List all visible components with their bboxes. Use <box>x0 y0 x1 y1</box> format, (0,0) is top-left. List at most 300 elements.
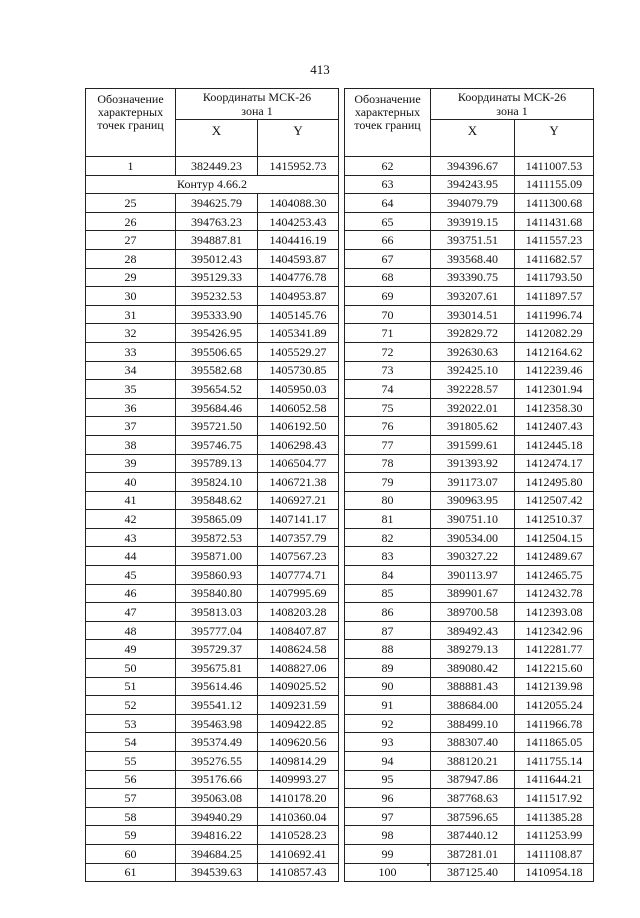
point-number-cell: 100 <box>345 863 431 882</box>
point-number-cell: 78 <box>345 454 431 473</box>
y-coordinate-cell: 1412407.43 <box>515 417 594 436</box>
y-coordinate-cell: 1407141.17 <box>258 510 339 529</box>
point-number-cell: 55 <box>86 752 176 771</box>
x-coordinate-cell: 390963.95 <box>431 491 515 510</box>
point-number-cell: 71 <box>345 324 431 343</box>
x-coordinate-cell: 394940.29 <box>176 807 258 826</box>
table-row <box>86 696 339 715</box>
point-number-cell: 81 <box>345 510 431 529</box>
y-coordinate-cell: 1411300.68 <box>515 194 594 213</box>
point-number-cell: 28 <box>86 249 176 268</box>
x-coordinate-cell: 395729.37 <box>176 640 258 659</box>
table-row <box>86 752 339 771</box>
table-row <box>345 342 594 361</box>
x-coordinate-cell: 387947.86 <box>431 770 515 789</box>
y-coordinate-cell: 1411644.21 <box>515 770 594 789</box>
point-number-cell: 63 <box>345 175 431 194</box>
y-coordinate-cell: 1406298.43 <box>258 435 339 454</box>
y-coordinate-cell: 1412489.67 <box>515 547 594 566</box>
y-coordinate-cell: 1411793.50 <box>515 268 594 287</box>
table-row <box>345 826 594 845</box>
point-number-cell: 89 <box>345 659 431 678</box>
x-coordinate-cell: 391393.92 <box>431 454 515 473</box>
table-row <box>86 603 339 622</box>
table-row <box>345 249 594 268</box>
y-coordinate-cell: 1412432.78 <box>515 584 594 603</box>
y-column-header: Y <box>258 120 339 157</box>
x-coordinate-cell: 388120.21 <box>431 752 515 771</box>
point-number-cell: 50 <box>86 659 176 678</box>
y-coordinate-cell: 1404593.87 <box>258 249 339 268</box>
table-row <box>86 361 339 380</box>
table-row <box>345 640 594 659</box>
table-row <box>86 194 339 213</box>
table-row <box>345 770 594 789</box>
table-row <box>86 826 339 845</box>
table-row <box>345 510 594 529</box>
y-coordinate-cell: 1411431.68 <box>515 212 594 231</box>
x-coordinate-cell: 392630.63 <box>431 342 515 361</box>
y-coordinate-cell: 1411385.28 <box>515 807 594 826</box>
x-coordinate-cell: 388499.10 <box>431 714 515 733</box>
table-row <box>86 435 339 454</box>
point-number-cell: 62 <box>345 157 431 176</box>
point-number-cell: 67 <box>345 249 431 268</box>
y-coordinate-cell: 1410857.43 <box>258 863 339 882</box>
coordinate-system-header-line: зона 1 <box>241 104 273 118</box>
x-coordinate-cell: 393919.15 <box>431 212 515 231</box>
point-number-cell: 97 <box>345 807 431 826</box>
table-row <box>345 417 594 436</box>
point-number-cell: 65 <box>345 212 431 231</box>
table-row <box>345 175 594 194</box>
point-number-cell: 35 <box>86 380 176 399</box>
point-number-cell: 39 <box>86 454 176 473</box>
y-coordinate-cell: 1411966.78 <box>515 714 594 733</box>
coordinate-system-header-line: зона 1 <box>496 104 528 118</box>
x-column-header: X <box>431 120 515 157</box>
point-number-cell: 91 <box>345 696 431 715</box>
point-number-cell: 49 <box>86 640 176 659</box>
point-number-cell: 80 <box>345 491 431 510</box>
x-coordinate-cell: 388684.00 <box>431 696 515 715</box>
y-coordinate-cell: 1411155.09 <box>515 175 594 194</box>
y-coordinate-cell: 1407774.71 <box>258 566 339 585</box>
coordinate-system-header-line: Координаты МСК-26 <box>202 90 312 104</box>
x-coordinate-cell: 390751.10 <box>431 510 515 529</box>
y-coordinate-cell: 1412139.98 <box>515 677 594 696</box>
x-coordinate-cell: 395654.52 <box>176 380 258 399</box>
x-coordinate-cell: 395176.66 <box>176 770 258 789</box>
coordinate-system-header-line: Координаты МСК-26 <box>457 90 567 104</box>
x-coordinate-cell: 395276.55 <box>176 752 258 771</box>
x-coordinate-cell: 395860.93 <box>176 566 258 585</box>
y-coordinate-cell: 1410178.20 <box>258 789 339 808</box>
point-number-cell: 76 <box>345 417 431 436</box>
point-number-cell: 77 <box>345 435 431 454</box>
table-row <box>86 770 339 789</box>
point-number-cell: 26 <box>86 212 176 231</box>
contour-row <box>86 175 339 194</box>
x-coordinate-cell: 390327.22 <box>431 547 515 566</box>
y-coordinate-cell: 1405529.27 <box>258 342 339 361</box>
point-number-cell: 36 <box>86 398 176 417</box>
point-number-cell: 58 <box>86 807 176 826</box>
scan-speck <box>427 864 429 866</box>
table-row <box>345 231 594 250</box>
y-coordinate-cell: 1410528.23 <box>258 826 339 845</box>
point-number-cell: 69 <box>345 287 431 306</box>
point-number-cell: 40 <box>86 473 176 492</box>
x-coordinate-cell: 395374.49 <box>176 733 258 752</box>
table-row <box>86 342 339 361</box>
y-coordinate-cell: 1411865.05 <box>515 733 594 752</box>
point-number-cell: 29 <box>86 268 176 287</box>
x-coordinate-cell: 392022.01 <box>431 398 515 417</box>
x-coordinate-cell: 395872.53 <box>176 528 258 547</box>
x-coordinate-cell: 395541.12 <box>176 696 258 715</box>
table-row <box>345 380 594 399</box>
y-coordinate-cell: 1412239.46 <box>515 361 594 380</box>
table-row <box>345 714 594 733</box>
point-label-header-line: точек границ <box>354 118 421 132</box>
point-number-cell: 82 <box>345 528 431 547</box>
y-coordinate-cell: 1407995.69 <box>258 584 339 603</box>
point-number-cell: 43 <box>86 528 176 547</box>
point-number-cell: 31 <box>86 305 176 324</box>
x-coordinate-cell: 395232.53 <box>176 287 258 306</box>
y-coordinate-cell: 1404416.19 <box>258 231 339 250</box>
table-row <box>345 435 594 454</box>
table-row <box>86 417 339 436</box>
x-coordinate-cell: 392228.57 <box>431 380 515 399</box>
x-coordinate-cell: 394816.22 <box>176 826 258 845</box>
y-coordinate-cell: 1412445.18 <box>515 435 594 454</box>
table-row <box>86 305 339 324</box>
y-coordinate-cell: 1409025.52 <box>258 677 339 696</box>
x-coordinate-cell: 395721.50 <box>176 417 258 436</box>
point-number-cell: 52 <box>86 696 176 715</box>
x-coordinate-cell: 395824.10 <box>176 473 258 492</box>
x-coordinate-cell: 391805.62 <box>431 417 515 436</box>
y-coordinate-cell: 1409231.59 <box>258 696 339 715</box>
x-coordinate-cell: 395129.33 <box>176 268 258 287</box>
x-coordinate-cell: 395463.98 <box>176 714 258 733</box>
table-row <box>345 584 594 603</box>
x-coordinate-cell: 395333.90 <box>176 305 258 324</box>
table-row <box>86 324 339 343</box>
point-number-cell: 90 <box>345 677 431 696</box>
x-coordinate-cell: 387281.01 <box>431 844 515 863</box>
x-coordinate-cell: 394539.63 <box>176 863 258 882</box>
x-coordinate-cell: 394763.23 <box>176 212 258 231</box>
table-row <box>86 584 339 603</box>
x-coordinate-cell: 394625.79 <box>176 194 258 213</box>
y-coordinate-cell: 1408407.87 <box>258 621 339 640</box>
point-number-cell: 75 <box>345 398 431 417</box>
x-coordinate-cell: 387768.63 <box>431 789 515 808</box>
y-coordinate-cell: 1405950.03 <box>258 380 339 399</box>
y-coordinate-cell: 1411996.74 <box>515 305 594 324</box>
point-number-cell: 79 <box>345 473 431 492</box>
y-coordinate-cell: 1408624.58 <box>258 640 339 659</box>
y-coordinate-cell: 1411755.14 <box>515 752 594 771</box>
y-coordinate-cell: 1409620.56 <box>258 733 339 752</box>
x-coordinate-cell: 395684.46 <box>176 398 258 417</box>
coordinate-system-header <box>176 89 339 120</box>
point-number-cell: 44 <box>86 547 176 566</box>
table-row <box>345 863 594 882</box>
y-coordinate-cell: 1412215.60 <box>515 659 594 678</box>
y-coordinate-cell: 1406927.21 <box>258 491 339 510</box>
x-coordinate-cell: 395506.65 <box>176 342 258 361</box>
point-number-cell: 47 <box>86 603 176 622</box>
table-row <box>86 640 339 659</box>
y-coordinate-cell: 1408203.28 <box>258 603 339 622</box>
table-row <box>345 268 594 287</box>
point-number-cell: 60 <box>86 844 176 863</box>
y-coordinate-cell: 1410360.04 <box>258 807 339 826</box>
point-number-cell: 1 <box>86 157 176 176</box>
point-number-cell: 92 <box>345 714 431 733</box>
table-row <box>345 547 594 566</box>
point-label-header <box>345 89 431 157</box>
x-coordinate-cell: 395840.80 <box>176 584 258 603</box>
x-coordinate-cell: 395871.00 <box>176 547 258 566</box>
point-number-cell: 93 <box>345 733 431 752</box>
y-coordinate-cell: 1411557.23 <box>515 231 594 250</box>
table-row <box>345 528 594 547</box>
point-number-cell: 57 <box>86 789 176 808</box>
table-row <box>86 473 339 492</box>
x-coordinate-cell: 389080.42 <box>431 659 515 678</box>
x-coordinate-cell: 393751.51 <box>431 231 515 250</box>
point-label-header-line: Обозначение <box>97 92 164 106</box>
y-coordinate-cell: 1412393.08 <box>515 603 594 622</box>
x-coordinate-cell: 393207.61 <box>431 287 515 306</box>
x-coordinate-cell: 395813.03 <box>176 603 258 622</box>
table-row <box>345 398 594 417</box>
table-row <box>86 287 339 306</box>
y-coordinate-cell: 1407357.79 <box>258 528 339 547</box>
point-number-cell: 51 <box>86 677 176 696</box>
y-coordinate-cell: 1406721.38 <box>258 473 339 492</box>
point-number-cell: 64 <box>345 194 431 213</box>
table-row <box>86 547 339 566</box>
contour-label: Контур 4.66.2 <box>86 175 339 194</box>
y-coordinate-cell: 1405730.85 <box>258 361 339 380</box>
x-coordinate-cell: 392425.10 <box>431 361 515 380</box>
table-row <box>345 305 594 324</box>
table-row <box>345 789 594 808</box>
x-coordinate-cell: 395426.95 <box>176 324 258 343</box>
x-coordinate-cell: 393568.40 <box>431 249 515 268</box>
table-row <box>345 696 594 715</box>
point-number-cell: 42 <box>86 510 176 529</box>
x-coordinate-cell: 393014.51 <box>431 305 515 324</box>
point-number-cell: 48 <box>86 621 176 640</box>
table-row <box>86 212 339 231</box>
x-coordinate-cell: 395675.81 <box>176 659 258 678</box>
y-coordinate-cell: 1412474.17 <box>515 454 594 473</box>
table-row <box>86 398 339 417</box>
point-number-cell: 37 <box>86 417 176 436</box>
y-coordinate-cell: 1405341.89 <box>258 324 339 343</box>
point-number-cell: 30 <box>86 287 176 306</box>
point-label-header <box>86 89 176 157</box>
y-coordinate-cell: 1411682.57 <box>515 249 594 268</box>
table-row <box>345 659 594 678</box>
x-coordinate-cell: 391599.61 <box>431 435 515 454</box>
table-row <box>86 733 339 752</box>
table-row <box>345 473 594 492</box>
y-coordinate-cell: 1412465.75 <box>515 566 594 585</box>
page-number: 413 <box>310 62 330 77</box>
table-row <box>86 677 339 696</box>
table-row <box>86 714 339 733</box>
point-number-cell: 27 <box>86 231 176 250</box>
x-coordinate-cell: 389901.67 <box>431 584 515 603</box>
table-row <box>345 603 594 622</box>
point-number-cell: 66 <box>345 231 431 250</box>
y-coordinate-cell: 1412358.30 <box>515 398 594 417</box>
y-coordinate-cell: 1412342.96 <box>515 621 594 640</box>
y-coordinate-cell: 1411007.53 <box>515 157 594 176</box>
y-coordinate-cell: 1409422.85 <box>258 714 339 733</box>
x-coordinate-cell: 389492.43 <box>431 621 515 640</box>
y-coordinate-cell: 1404088.30 <box>258 194 339 213</box>
point-label-header-line: точек границ <box>97 118 164 132</box>
y-coordinate-cell: 1411897.57 <box>515 287 594 306</box>
y-coordinate-cell: 1412504.15 <box>515 528 594 547</box>
y-coordinate-cell: 1411253.99 <box>515 826 594 845</box>
y-coordinate-cell: 1407567.23 <box>258 547 339 566</box>
y-coordinate-cell: 1409993.27 <box>258 770 339 789</box>
x-coordinate-cell: 390113.97 <box>431 566 515 585</box>
point-number-cell: 96 <box>345 789 431 808</box>
x-coordinate-cell: 394684.25 <box>176 844 258 863</box>
point-number-cell: 84 <box>345 566 431 585</box>
point-number-cell: 85 <box>345 584 431 603</box>
table-row <box>86 659 339 678</box>
x-coordinate-cell: 390534.00 <box>431 528 515 547</box>
point-number-cell: 54 <box>86 733 176 752</box>
y-coordinate-cell: 1412281.77 <box>515 640 594 659</box>
x-coordinate-cell: 391173.07 <box>431 473 515 492</box>
table-row <box>86 566 339 585</box>
x-coordinate-cell: 395614.46 <box>176 677 258 696</box>
x-coordinate-cell: 395789.13 <box>176 454 258 473</box>
point-number-cell: 25 <box>86 194 176 213</box>
coordinates-table-right <box>344 88 594 882</box>
point-number-cell: 86 <box>345 603 431 622</box>
y-coordinate-cell: 1405145.76 <box>258 305 339 324</box>
x-coordinate-cell: 395746.75 <box>176 435 258 454</box>
point-label-header-line: характерных <box>354 105 421 119</box>
x-column-header: X <box>176 120 258 157</box>
table-row <box>86 380 339 399</box>
x-coordinate-cell: 393390.75 <box>431 268 515 287</box>
table-row <box>345 621 594 640</box>
table-row <box>345 733 594 752</box>
point-label-header-line: характерных <box>97 105 164 119</box>
table-row <box>86 454 339 473</box>
y-coordinate-cell: 1408827.06 <box>258 659 339 678</box>
y-coordinate-cell: 1410954.18 <box>515 863 594 882</box>
x-coordinate-cell: 392829.72 <box>431 324 515 343</box>
table-row <box>345 677 594 696</box>
table-row <box>86 231 339 250</box>
x-coordinate-cell: 387440.12 <box>431 826 515 845</box>
y-coordinate-cell: 1412164.62 <box>515 342 594 361</box>
x-coordinate-cell: 394396.67 <box>431 157 515 176</box>
table-row <box>345 454 594 473</box>
table-row <box>345 566 594 585</box>
y-coordinate-cell: 1406504.77 <box>258 454 339 473</box>
table-row <box>86 789 339 808</box>
point-number-cell: 59 <box>86 826 176 845</box>
point-number-cell: 87 <box>345 621 431 640</box>
y-coordinate-cell: 1411108.87 <box>515 844 594 863</box>
y-coordinate-cell: 1412495.80 <box>515 473 594 492</box>
x-coordinate-cell: 394243.95 <box>431 175 515 194</box>
table-row <box>345 212 594 231</box>
y-coordinate-cell: 1412301.94 <box>515 380 594 399</box>
x-coordinate-cell: 387596.65 <box>431 807 515 826</box>
point-label-header-line: Обозначение <box>354 92 421 106</box>
y-coordinate-cell: 1412510.37 <box>515 510 594 529</box>
table-row <box>86 621 339 640</box>
point-number-cell: 83 <box>345 547 431 566</box>
point-number-cell: 45 <box>86 566 176 585</box>
table-row <box>86 863 339 882</box>
point-number-cell: 72 <box>345 342 431 361</box>
x-coordinate-cell: 388307.40 <box>431 733 515 752</box>
x-coordinate-cell: 395063.08 <box>176 789 258 808</box>
table-row <box>345 807 594 826</box>
point-number-cell: 32 <box>86 324 176 343</box>
x-coordinate-cell: 394079.79 <box>431 194 515 213</box>
y-coordinate-cell: 1409814.29 <box>258 752 339 771</box>
point-number-cell: 53 <box>86 714 176 733</box>
point-number-cell: 68 <box>345 268 431 287</box>
table-row <box>86 807 339 826</box>
y-coordinate-cell: 1406192.50 <box>258 417 339 436</box>
x-coordinate-cell: 395012.43 <box>176 249 258 268</box>
point-number-cell: 74 <box>345 380 431 399</box>
table-row <box>86 268 339 287</box>
table-row <box>345 491 594 510</box>
point-number-cell: 98 <box>345 826 431 845</box>
table-row <box>345 287 594 306</box>
point-number-cell: 99 <box>345 844 431 863</box>
x-coordinate-cell: 389700.58 <box>431 603 515 622</box>
x-coordinate-cell: 395582.68 <box>176 361 258 380</box>
point-number-cell: 73 <box>345 361 431 380</box>
x-coordinate-cell: 395848.62 <box>176 491 258 510</box>
y-coordinate-cell: 1412082.29 <box>515 324 594 343</box>
y-column-header: Y <box>515 120 594 157</box>
point-number-cell: 95 <box>345 770 431 789</box>
point-number-cell: 88 <box>345 640 431 659</box>
table-row <box>86 491 339 510</box>
table-row <box>345 157 594 176</box>
x-coordinate-cell: 389279.13 <box>431 640 515 659</box>
y-coordinate-cell: 1415952.73 <box>258 157 339 176</box>
table-row <box>345 752 594 771</box>
point-number-cell: 94 <box>345 752 431 771</box>
y-coordinate-cell: 1404776.78 <box>258 268 339 287</box>
